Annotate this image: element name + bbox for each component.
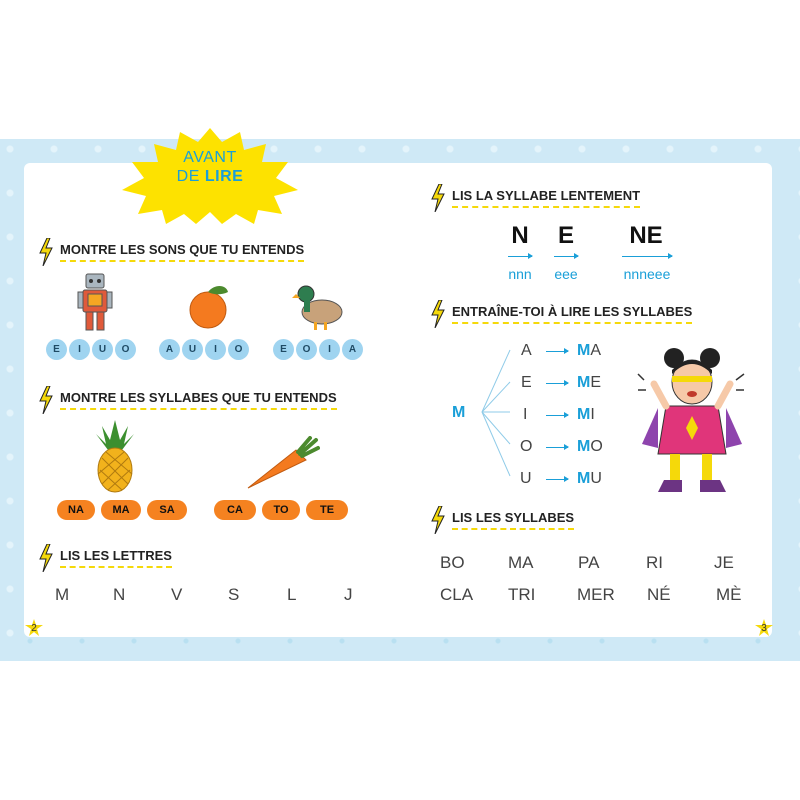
heading-letters bbox=[38, 544, 172, 572]
letter-item: N bbox=[113, 585, 126, 604]
sound-bubbles-duck bbox=[273, 339, 363, 360]
read-syllable: MER bbox=[577, 585, 615, 604]
practice-result bbox=[577, 438, 603, 456]
practice-result bbox=[577, 374, 601, 392]
robot-image bbox=[76, 272, 114, 334]
practice-vowel: O bbox=[520, 438, 533, 455]
read-syllable: PA bbox=[578, 553, 600, 572]
fan-arrows-icon bbox=[480, 340, 514, 490]
title-line2 bbox=[118, 167, 302, 186]
practice-arrow-icon bbox=[546, 479, 568, 480]
sound-bubble[interactable]: I bbox=[69, 339, 90, 360]
result-vowel: U bbox=[590, 470, 602, 487]
syllable-pill[interactable]: NA bbox=[57, 500, 95, 520]
read-syllable: MA bbox=[508, 553, 534, 572]
title-line2-prefix: DE bbox=[176, 168, 200, 185]
read-syllable: CLA bbox=[440, 585, 474, 604]
result-consonant: M bbox=[577, 406, 591, 423]
practice-vowel: E bbox=[521, 374, 532, 391]
heading-syllables bbox=[38, 386, 337, 414]
sound-bubble[interactable]: U bbox=[92, 339, 113, 360]
lightning-bolt-icon bbox=[38, 544, 54, 572]
syllable-pill[interactable]: MA bbox=[101, 500, 141, 520]
slow-arrow-icon bbox=[622, 256, 672, 257]
lightning-bolt-icon bbox=[430, 184, 446, 212]
practice-consonant: M bbox=[452, 404, 466, 421]
heading-sounds-text: MONTRE LES SONS QUE TU ENTENDS bbox=[60, 242, 304, 262]
letter-item: M bbox=[55, 585, 70, 604]
result-vowel: O bbox=[590, 438, 603, 455]
sound-bubble[interactable]: A bbox=[159, 339, 180, 360]
slow-sound: nnn bbox=[508, 266, 532, 282]
carrot-image bbox=[244, 436, 320, 492]
sound-bubble[interactable]: O bbox=[115, 339, 136, 360]
letter-item: V bbox=[171, 585, 183, 604]
duck-image bbox=[292, 282, 348, 332]
heading-slow-text: LIS LA SYLLABE LENTEMENT bbox=[452, 188, 640, 208]
syllable-pill[interactable]: SA bbox=[147, 500, 187, 520]
heading-practice-text: ENTRAÎNE-TOI À LIRE LES SYLLABES bbox=[452, 304, 692, 324]
read-syllable: NÉ bbox=[647, 585, 671, 604]
heading-slow bbox=[430, 184, 640, 212]
letter-item: J bbox=[344, 585, 353, 604]
title-line2-bold: LIRE bbox=[204, 168, 244, 185]
sound-bubble[interactable]: I bbox=[205, 339, 226, 360]
heading-syllables-text: MONTRE LES SYLLABES QUE TU ENTENDS bbox=[60, 390, 337, 410]
title-badge-text bbox=[118, 148, 302, 186]
lightning-bolt-icon bbox=[38, 386, 54, 414]
syllable-pill[interactable]: TO bbox=[262, 500, 300, 520]
letter-item: L bbox=[287, 585, 297, 604]
lightning-bolt-icon bbox=[38, 238, 54, 266]
heading-sounds bbox=[38, 238, 304, 266]
lightning-bolt-icon bbox=[430, 300, 446, 328]
heading-read-text: LIS LES SYLLABES bbox=[452, 510, 574, 530]
practice-vowel: U bbox=[520, 470, 532, 487]
pineapple-image bbox=[92, 418, 138, 494]
sound-bubble[interactable]: E bbox=[46, 339, 67, 360]
practice-arrow-icon bbox=[546, 351, 568, 352]
syllable-pill[interactable]: CA bbox=[214, 500, 256, 520]
sound-bubble[interactable]: U bbox=[182, 339, 203, 360]
heading-read bbox=[430, 506, 574, 534]
result-consonant: M bbox=[577, 342, 591, 359]
sound-bubble[interactable]: E bbox=[273, 339, 294, 360]
letter-item: S bbox=[228, 585, 240, 604]
result-consonant: M bbox=[577, 438, 591, 455]
practice-vowel: I bbox=[523, 406, 528, 423]
orange-image bbox=[186, 282, 232, 330]
page-number-left bbox=[26, 620, 42, 636]
sound-bubbles-orange bbox=[159, 339, 249, 360]
slow-arrow-icon bbox=[554, 256, 578, 257]
heading-letters-text: LIS LES LETTRES bbox=[60, 548, 172, 568]
slow-arrow-icon bbox=[508, 256, 532, 257]
practice-arrow-icon bbox=[546, 383, 568, 384]
page-number-right-text: 3 bbox=[761, 622, 767, 634]
syllable-pill[interactable]: TE bbox=[306, 500, 348, 520]
title-line1: AVANT bbox=[183, 149, 237, 166]
sound-bubbles-robot bbox=[46, 339, 136, 360]
practice-arrow-icon bbox=[546, 447, 568, 448]
result-consonant: M bbox=[577, 470, 591, 487]
practice-result bbox=[577, 342, 601, 360]
result-consonant: M bbox=[577, 374, 591, 391]
result-vowel: I bbox=[590, 406, 595, 423]
practice-vowel: A bbox=[521, 342, 532, 359]
read-syllable: BO bbox=[440, 553, 465, 572]
read-syllable: MÈ bbox=[716, 585, 742, 604]
page-number-right bbox=[756, 620, 772, 636]
heading-practice bbox=[430, 300, 692, 328]
practice-result bbox=[577, 470, 602, 488]
lightning-bolt-icon bbox=[430, 506, 446, 534]
practice-result bbox=[577, 406, 595, 424]
sound-bubble[interactable]: O bbox=[296, 339, 317, 360]
result-vowel: A bbox=[590, 342, 601, 359]
sound-bubble[interactable]: O bbox=[228, 339, 249, 360]
practice-arrow-icon bbox=[546, 415, 568, 416]
sound-bubble[interactable]: I bbox=[319, 339, 340, 360]
sound-bubble[interactable]: A bbox=[342, 339, 363, 360]
read-syllable: JE bbox=[714, 553, 734, 572]
slow-big-syllable: NE bbox=[629, 222, 663, 249]
page-gutter bbox=[386, 163, 410, 637]
superhero-girl-image bbox=[636, 344, 746, 496]
read-syllable: RI bbox=[646, 553, 663, 572]
read-syllable: TRI bbox=[508, 585, 536, 604]
slow-sound: nnneee bbox=[623, 266, 671, 282]
slow-sound: eee bbox=[554, 266, 578, 282]
result-vowel: E bbox=[590, 374, 601, 391]
slow-big-letter: E bbox=[557, 222, 574, 249]
page-number-left-text: 2 bbox=[31, 622, 37, 634]
slow-big-letter: N bbox=[511, 222, 529, 249]
